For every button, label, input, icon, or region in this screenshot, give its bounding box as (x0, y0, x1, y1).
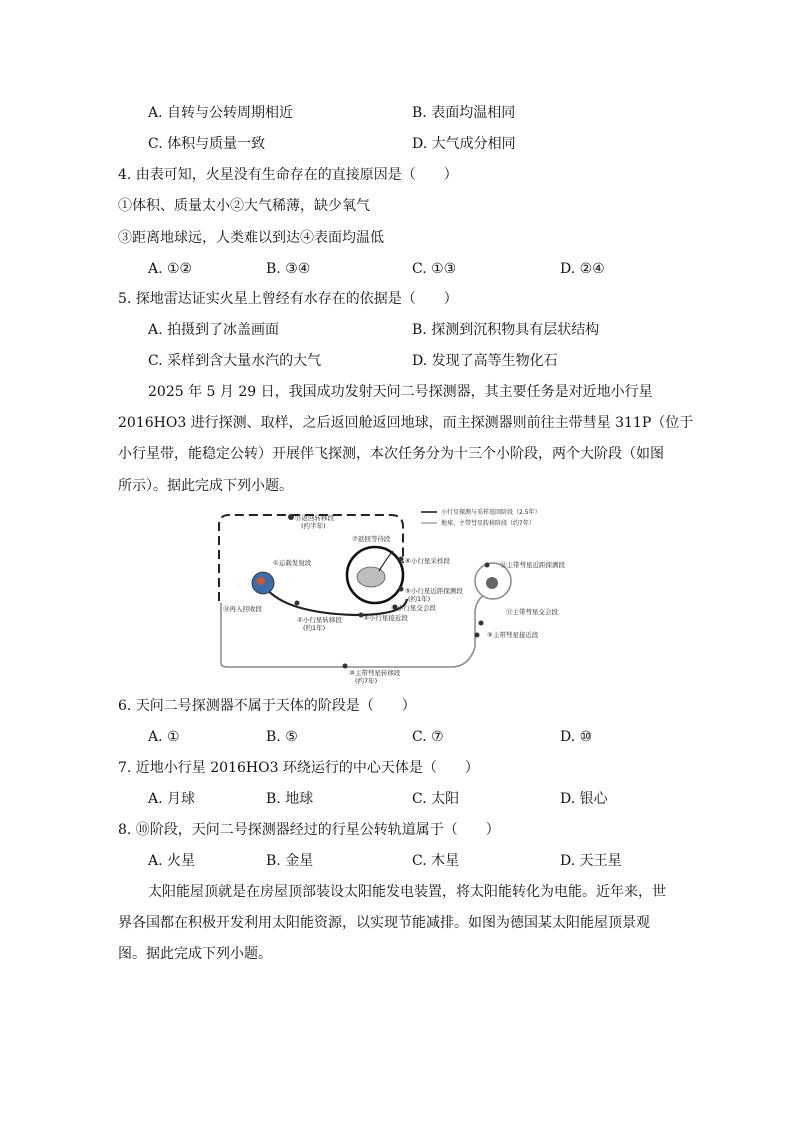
q8-option-c: C. 木星 (412, 853, 460, 869)
q7-stem: 7. 近地小行星 2016HO3 环绕运行的中心天体是（ ） (118, 760, 479, 776)
q6-stem: 6. 天问二号探测器不属于天体的阶段是（ ） (118, 698, 416, 714)
probe-marker-10 (343, 664, 348, 669)
passage2-line-1: 太阳能屋顶就是在房屋顶部装设太阳能发电装置，将太阳能转化为电能。近年来，世 (148, 884, 666, 900)
q7-option-d: D. 银心 (560, 791, 608, 807)
q7-option-b: B. 地球 (266, 791, 314, 807)
q4-option-b: B. ③④ (266, 261, 311, 277)
q3-option-b: B. 表面均温相同 (412, 105, 516, 121)
comet-icon (486, 577, 498, 589)
q5-option-b: B. 探测到沉积物具有层状结构 (412, 322, 600, 338)
q5-stem: 5. 探地雷达证实火星上曾经有水存在的依据是（ ） (118, 291, 458, 307)
label-stage-12: ⑫主带彗星近距探测段 (500, 561, 565, 569)
label-stage-2-duration: (约1年) (303, 624, 326, 632)
q8-stem: 8. ⑩阶段，天问二号探测器经过的行星公转轨道属于（ ） (118, 822, 500, 838)
q8-option-b: B. 金星 (266, 853, 314, 869)
probe-marker-13 (288, 514, 294, 520)
passage1-line-4: 所示）。据此完成下列小题。 (118, 478, 293, 494)
label-stage-13-duration: (约半年) (301, 522, 326, 530)
probe-marker-11 (479, 621, 484, 626)
label-stage-5: ⑤小行星近距探测段 (405, 587, 463, 595)
q5-option-c: C. 采样到含大量水汽的大气 (148, 353, 322, 369)
label-stage-1: ①运载发射段 (273, 559, 312, 567)
passage2-line-3: 图。据此完成下列小题。 (118, 946, 272, 962)
q5-option-d: D. 发现了高等生物化石 (412, 353, 558, 369)
mission-diagram (215, 503, 585, 685)
q3-option-c: C. 体积与质量一致 (148, 136, 266, 152)
label-stage-4: ④小行星交会段 (391, 604, 436, 612)
q4-option-a: A. ①② (148, 261, 193, 277)
label-stage-13: ⑬返回转移段 (295, 514, 334, 522)
label-stage-14: ⑭再入回收段 (223, 605, 262, 613)
label-stage-7: ⑦返回等待段 (352, 535, 391, 543)
q4-option-d: D. ②④ (560, 261, 605, 277)
q4-stem: 4. 由表可知，火星没有生命存在的直接原因是（ ） (118, 167, 458, 183)
q6-option-a: A. ① (148, 729, 180, 745)
asteroid-icon (357, 567, 385, 587)
passage1-line-2: 2016HO3 进行探测、取样，之后返回舱返回地球，而主探测器则前往主带彗星 311P（位于 (118, 415, 694, 431)
q4-option-c: C. ①③ (412, 261, 457, 277)
q3-option-a: A. 自转与公转周期相近 (148, 105, 294, 121)
mission-diagram-svg (215, 503, 585, 685)
passage2-line-2: 界各国都在积极开发利用太阳能资源，以实现节能减排。如图为德国某太阳能屋顶景观 (118, 915, 650, 931)
q6-option-d: D. ⑩ (560, 729, 593, 745)
q8-option-a: A. 火星 (148, 853, 196, 869)
q7-option-a: A. 月球 (148, 791, 196, 807)
q5-option-a: A. 拍摄到了冰盖画面 (148, 322, 280, 338)
label-stage-5-duration: (约1年) (408, 595, 431, 603)
label-stage-11: ⑪主带彗星交会段 (506, 608, 558, 616)
probe-marker-12 (485, 563, 490, 568)
q6-option-b: B. ⑤ (266, 729, 298, 745)
passage1-line-1: 2025 年 5 月 29 日，我国成功发射天问二号探测器，其主要任务是对近地小行星 (148, 384, 653, 400)
legend-label-1: 小行星探测与采样返回阶段（2.5年） (441, 509, 541, 516)
q4-statement-2: ③距离地球远，人类难以到达④表面均温低 (118, 230, 384, 246)
q8-option-d: D. 天王星 (560, 853, 622, 869)
label-stage-10: ⑩主带彗星转移段 (349, 669, 401, 677)
probe-marker-9 (475, 633, 480, 638)
q3-option-d: D. 大气成分相同 (412, 136, 516, 152)
q6-option-c: C. ⑦ (412, 729, 444, 745)
label-stage-2: ②小行星转移段 (297, 616, 342, 624)
label-stage-10-duration: (约7年) (355, 677, 378, 685)
earth-launch-marker-icon (257, 577, 265, 585)
reentry-marker-icon: · (239, 583, 241, 590)
probe-marker-5 (399, 587, 404, 592)
label-stage-6: ⑥小行星采样段 (405, 557, 450, 565)
probe-marker-2 (295, 601, 300, 606)
passage1-line-3: 小行星带，能稳定公转）开展伴飞探测，本次任务分为十三个小阶段，两个大阶段（如图 (118, 446, 664, 462)
q4-statement-1: ①体积、质量太小②大气稀薄，缺少氧气 (118, 198, 370, 214)
q7-option-c: C. 太阳 (412, 791, 460, 807)
label-stage-3: ③小行星接近段 (363, 614, 408, 622)
legend-label-2: 地球、主带彗星转移阶段（约7年） (441, 520, 535, 527)
comet-transfer-path (221, 591, 493, 667)
probe-marker-6 (399, 557, 404, 562)
label-stage-9: ⑨主带彗星接近段 (487, 631, 539, 639)
